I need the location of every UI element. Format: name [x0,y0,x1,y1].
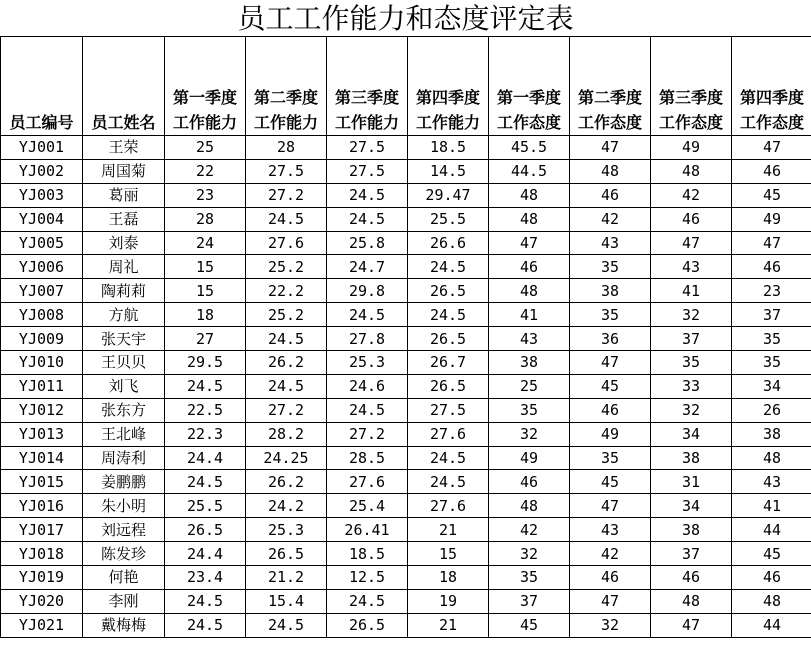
score-cell[interactable]: 49 [732,207,811,231]
score-cell[interactable]: 48 [489,494,570,518]
score-cell[interactable]: 27.6 [246,231,327,255]
employee-id-cell[interactable]: YJ005 [1,231,83,255]
score-cell[interactable]: 28 [246,136,327,160]
column-header-label: 员工姓名 [91,112,156,132]
table-row [1,351,811,375]
score-cell[interactable]: 21 [408,518,489,542]
employee-name-cell[interactable]: 刘泰 [83,231,165,255]
employee-name-cell[interactable]: 王磊 [83,207,165,231]
score-cell[interactable]: 49 [570,422,651,446]
column-header-label: 第二季度工作态度 [577,88,642,132]
table-row [1,470,811,494]
score-cell[interactable]: 26.2 [246,470,327,494]
score-cell[interactable]: 26.7 [408,351,489,375]
score-cell[interactable]: 24.5 [165,589,246,613]
score-cell[interactable]: 24.6 [327,374,408,398]
score-cell[interactable]: 27.5 [246,159,327,183]
column-header-label: 第三季度工作能力 [334,88,399,132]
score-cell[interactable]: 25.2 [246,255,327,279]
score-cell[interactable]: 42 [651,183,732,207]
score-cell[interactable]: 24.5 [246,374,327,398]
score-cell[interactable]: 18.5 [327,542,408,566]
score-cell[interactable]: 27.6 [408,494,489,518]
column-header-8[interactable] [651,37,732,136]
score-cell[interactable]: 48 [651,589,732,613]
score-cell[interactable]: 24.5 [408,255,489,279]
employee-id-cell[interactable]: YJ013 [1,422,83,446]
score-cell[interactable]: 38 [489,351,570,375]
employee-name-cell[interactable]: 戴梅梅 [83,613,165,637]
score-cell[interactable]: 25.3 [246,518,327,542]
score-cell[interactable]: 31 [651,470,732,494]
employee-id-cell[interactable]: YJ006 [1,255,83,279]
score-cell[interactable]: 24.7 [327,255,408,279]
table-row [1,422,811,446]
score-cell[interactable]: 32 [489,422,570,446]
score-cell[interactable]: 43 [651,255,732,279]
employee-id-cell[interactable]: YJ011 [1,374,83,398]
score-cell[interactable]: 12.5 [327,566,408,590]
employee-id-cell[interactable]: YJ008 [1,303,83,327]
score-cell[interactable]: 49 [489,446,570,470]
score-cell[interactable]: 35 [570,255,651,279]
score-cell[interactable]: 27.8 [327,327,408,351]
score-cell[interactable]: 21 [408,613,489,637]
employee-name-cell[interactable]: 朱小明 [83,494,165,518]
score-cell[interactable]: 37 [489,589,570,613]
score-cell[interactable]: 41 [489,303,570,327]
score-cell[interactable]: 18 [408,566,489,590]
score-cell[interactable]: 42 [489,518,570,542]
score-cell[interactable]: 42 [570,542,651,566]
score-cell[interactable]: 32 [489,542,570,566]
score-cell[interactable]: 27.5 [408,398,489,422]
score-cell[interactable]: 29.5 [165,351,246,375]
score-cell[interactable]: 24.5 [246,327,327,351]
table-row [1,494,811,518]
table-row [1,207,811,231]
score-cell[interactable]: 23.4 [165,566,246,590]
employee-name-cell[interactable]: 葛丽 [83,183,165,207]
score-cell[interactable]: 35 [489,566,570,590]
employee-name-cell[interactable]: 王荣 [83,136,165,160]
score-cell[interactable]: 28.2 [246,422,327,446]
score-cell[interactable]: 48 [570,159,651,183]
score-cell[interactable]: 27.2 [246,183,327,207]
employee-name-cell[interactable]: 李刚 [83,589,165,613]
score-cell[interactable]: 24.5 [327,303,408,327]
score-cell[interactable]: 43 [732,470,811,494]
score-cell[interactable]: 41 [651,279,732,303]
score-cell[interactable]: 27.6 [408,422,489,446]
employee-name-cell[interactable]: 陶莉莉 [83,279,165,303]
score-cell[interactable]: 27 [165,327,246,351]
score-cell[interactable]: 45 [732,542,811,566]
employee-name-cell[interactable]: 周涛利 [83,446,165,470]
score-cell[interactable]: 24.5 [165,470,246,494]
score-cell[interactable]: 38 [651,446,732,470]
employee-id-cell[interactable]: YJ002 [1,159,83,183]
score-cell[interactable]: 47 [570,136,651,160]
employee-name-cell[interactable]: 刘远程 [83,518,165,542]
column-header-label: 员工编号 [9,112,74,132]
score-cell[interactable]: 32 [570,613,651,637]
score-cell[interactable]: 35 [570,303,651,327]
score-cell[interactable]: 44 [732,518,811,542]
score-cell[interactable]: 34 [651,494,732,518]
score-cell[interactable]: 46 [570,566,651,590]
column-header-0[interactable] [1,37,83,136]
table-row [1,613,811,637]
table-row [1,566,811,590]
score-cell[interactable]: 43 [570,231,651,255]
score-cell[interactable]: 22.2 [246,279,327,303]
score-cell[interactable]: 48 [651,159,732,183]
score-cell[interactable]: 47 [489,231,570,255]
column-header-label: 第一季度工作态度 [496,88,561,132]
score-cell[interactable]: 24.5 [408,446,489,470]
score-cell[interactable]: 25.2 [246,303,327,327]
score-cell[interactable]: 48 [489,183,570,207]
score-cell[interactable]: 24.5 [408,303,489,327]
score-cell[interactable]: 42 [570,207,651,231]
table-row [1,398,811,422]
employee-name-cell[interactable]: 姜鹏鹏 [83,470,165,494]
employee-id-cell[interactable]: YJ007 [1,279,83,303]
column-header-7[interactable] [570,37,651,136]
score-cell[interactable]: 32 [651,303,732,327]
employee-id-cell[interactable]: YJ001 [1,136,83,160]
score-cell[interactable]: 26.5 [327,613,408,637]
score-cell[interactable]: 41 [732,494,811,518]
employee-id-cell[interactable]: YJ015 [1,470,83,494]
score-cell[interactable]: 26.5 [408,279,489,303]
score-cell[interactable]: 24.5 [165,613,246,637]
column-header-3[interactable] [246,37,327,136]
score-cell[interactable]: 25.4 [327,494,408,518]
score-cell[interactable]: 24 [165,231,246,255]
employee-id-cell[interactable]: YJ021 [1,613,83,637]
employee-id-cell[interactable]: YJ010 [1,351,83,375]
score-cell[interactable]: 15 [408,542,489,566]
column-header-4[interactable] [327,37,408,136]
score-cell[interactable]: 14.5 [408,159,489,183]
column-header-label: 第四季度工作能力 [415,88,480,132]
employee-name-cell[interactable]: 方航 [83,303,165,327]
score-cell[interactable]: 37 [651,327,732,351]
column-header-1[interactable] [83,37,165,136]
score-cell[interactable]: 48 [732,589,811,613]
table-row [1,279,811,303]
table-row [1,303,811,327]
score-cell[interactable]: 24.25 [246,446,327,470]
employee-name-cell[interactable]: 王北峰 [83,422,165,446]
score-cell[interactable]: 47 [570,494,651,518]
column-header-label: 第三季度工作态度 [658,88,723,132]
score-cell[interactable]: 24.4 [165,446,246,470]
score-cell[interactable]: 25 [165,136,246,160]
score-cell[interactable]: 26.5 [408,327,489,351]
column-header-label: 第二季度工作能力 [253,88,318,132]
employee-name-cell[interactable]: 周国菊 [83,159,165,183]
employee-id-cell[interactable]: YJ016 [1,494,83,518]
column-header-9[interactable] [732,37,811,136]
score-cell[interactable]: 38 [651,518,732,542]
score-cell[interactable]: 28.5 [327,446,408,470]
score-cell[interactable]: 47 [570,351,651,375]
score-cell[interactable]: 24.5 [408,470,489,494]
score-cell[interactable]: 25.5 [165,494,246,518]
score-cell[interactable]: 46 [570,183,651,207]
score-cell[interactable]: 24.5 [327,207,408,231]
sheet-title: 员工工作能力和态度评定表 [237,2,574,35]
score-cell[interactable]: 26.41 [327,518,408,542]
score-cell[interactable]: 46 [732,566,811,590]
score-cell[interactable]: 35 [732,351,811,375]
table-row [1,518,811,542]
column-header-6[interactable] [489,37,570,136]
employee-id-cell[interactable]: YJ017 [1,518,83,542]
employee-name-cell[interactable]: 周礼 [83,255,165,279]
employee-id-cell[interactable]: YJ009 [1,327,83,351]
score-cell[interactable]: 34 [651,422,732,446]
score-cell[interactable]: 34 [732,374,811,398]
score-cell[interactable]: 48 [732,446,811,470]
score-cell[interactable]: 24.5 [246,207,327,231]
column-header-2[interactable] [165,37,246,136]
employee-id-cell[interactable]: YJ020 [1,589,83,613]
score-cell[interactable]: 23 [732,279,811,303]
score-cell[interactable]: 24.5 [327,183,408,207]
table-row [1,446,811,470]
employee-name-cell[interactable]: 陈发珍 [83,542,165,566]
evaluation-table [0,36,811,638]
score-cell[interactable]: 46 [732,255,811,279]
score-cell[interactable]: 15 [165,255,246,279]
score-cell[interactable]: 24.5 [327,398,408,422]
score-cell[interactable]: 33 [651,374,732,398]
score-cell[interactable]: 29.8 [327,279,408,303]
score-cell[interactable]: 26 [732,398,811,422]
score-cell[interactable]: 47 [570,589,651,613]
score-cell[interactable]: 35 [651,351,732,375]
employee-name-cell[interactable]: 张天宇 [83,327,165,351]
employee-id-cell[interactable]: YJ003 [1,183,83,207]
score-cell[interactable]: 24.4 [165,542,246,566]
score-cell[interactable]: 22 [165,159,246,183]
employee-id-cell[interactable]: YJ004 [1,207,83,231]
score-cell[interactable]: 47 [651,231,732,255]
score-cell[interactable]: 27.5 [327,136,408,160]
score-cell[interactable]: 28 [165,207,246,231]
score-cell[interactable]: 25 [489,374,570,398]
employee-name-cell[interactable]: 王贝贝 [83,351,165,375]
score-cell[interactable]: 22.5 [165,398,246,422]
column-header-label: 第一季度工作能力 [172,88,237,132]
table-row [1,159,811,183]
table-row [1,327,811,351]
score-cell[interactable]: 25.3 [327,351,408,375]
score-cell[interactable]: 21.2 [246,566,327,590]
score-cell[interactable]: 46 [489,255,570,279]
employee-name-cell[interactable]: 何艳 [83,566,165,590]
score-cell[interactable]: 44.5 [489,159,570,183]
score-cell[interactable]: 26.5 [408,374,489,398]
score-cell[interactable]: 35 [732,327,811,351]
score-cell[interactable]: 24.5 [246,613,327,637]
score-cell[interactable]: 26.6 [408,231,489,255]
score-cell[interactable]: 15 [165,279,246,303]
score-cell[interactable]: 45 [570,374,651,398]
score-cell[interactable]: 27.2 [327,422,408,446]
score-cell[interactable]: 46 [651,566,732,590]
score-cell[interactable]: 24.5 [327,589,408,613]
score-cell[interactable]: 35 [489,398,570,422]
score-cell[interactable]: 27.6 [327,470,408,494]
score-cell[interactable]: 25.5 [408,207,489,231]
score-cell[interactable]: 46 [489,470,570,494]
score-cell[interactable]: 22.3 [165,422,246,446]
score-cell[interactable]: 38 [570,279,651,303]
score-cell[interactable]: 27.2 [246,398,327,422]
score-cell[interactable]: 38 [732,422,811,446]
score-cell[interactable]: 25.8 [327,231,408,255]
employee-name-cell[interactable]: 张东方 [83,398,165,422]
score-cell[interactable]: 48 [489,207,570,231]
score-cell[interactable]: 48 [489,279,570,303]
table-row [1,231,811,255]
column-header-label: 第四季度工作态度 [739,88,804,132]
score-cell[interactable]: 32 [651,398,732,422]
score-cell[interactable]: 18.5 [408,136,489,160]
score-cell[interactable]: 46 [570,398,651,422]
score-cell[interactable]: 24.2 [246,494,327,518]
score-cell[interactable]: 26.5 [165,518,246,542]
score-cell[interactable]: 44 [732,613,811,637]
employee-id-cell[interactable]: YJ019 [1,566,83,590]
table-row [1,183,811,207]
score-cell[interactable]: 26.2 [246,351,327,375]
score-cell[interactable]: 49 [651,136,732,160]
employee-id-cell[interactable]: YJ012 [1,398,83,422]
table-row [1,589,811,613]
table-row [1,542,811,566]
score-cell[interactable]: 43 [489,327,570,351]
score-cell[interactable]: 36 [570,327,651,351]
score-cell[interactable]: 45 [732,183,811,207]
table-row [1,374,811,398]
score-cell[interactable]: 29.47 [408,183,489,207]
score-cell[interactable]: 47 [651,613,732,637]
score-cell[interactable]: 45 [570,470,651,494]
table-row [1,136,811,160]
employee-id-cell[interactable]: YJ018 [1,542,83,566]
score-cell[interactable]: 47 [732,136,811,160]
score-cell[interactable]: 37 [651,542,732,566]
score-cell[interactable]: 27.5 [327,159,408,183]
score-cell[interactable]: 24.5 [165,374,246,398]
score-cell[interactable]: 46 [651,207,732,231]
column-header-5[interactable] [408,37,489,136]
score-cell[interactable]: 18 [165,303,246,327]
table-body [1,136,811,638]
score-cell[interactable]: 35 [570,446,651,470]
score-cell[interactable]: 19 [408,589,489,613]
score-cell[interactable]: 43 [570,518,651,542]
table-row [1,255,811,279]
score-cell[interactable]: 47 [732,231,811,255]
score-cell[interactable]: 46 [732,159,811,183]
score-cell[interactable]: 45 [489,613,570,637]
score-cell[interactable]: 26.5 [246,542,327,566]
score-cell[interactable]: 15.4 [246,589,327,613]
employee-id-cell[interactable]: YJ014 [1,446,83,470]
score-cell[interactable]: 45.5 [489,136,570,160]
score-cell[interactable]: 37 [732,303,811,327]
header-row [1,37,811,136]
score-cell[interactable]: 23 [165,183,246,207]
employee-name-cell[interactable]: 刘飞 [83,374,165,398]
